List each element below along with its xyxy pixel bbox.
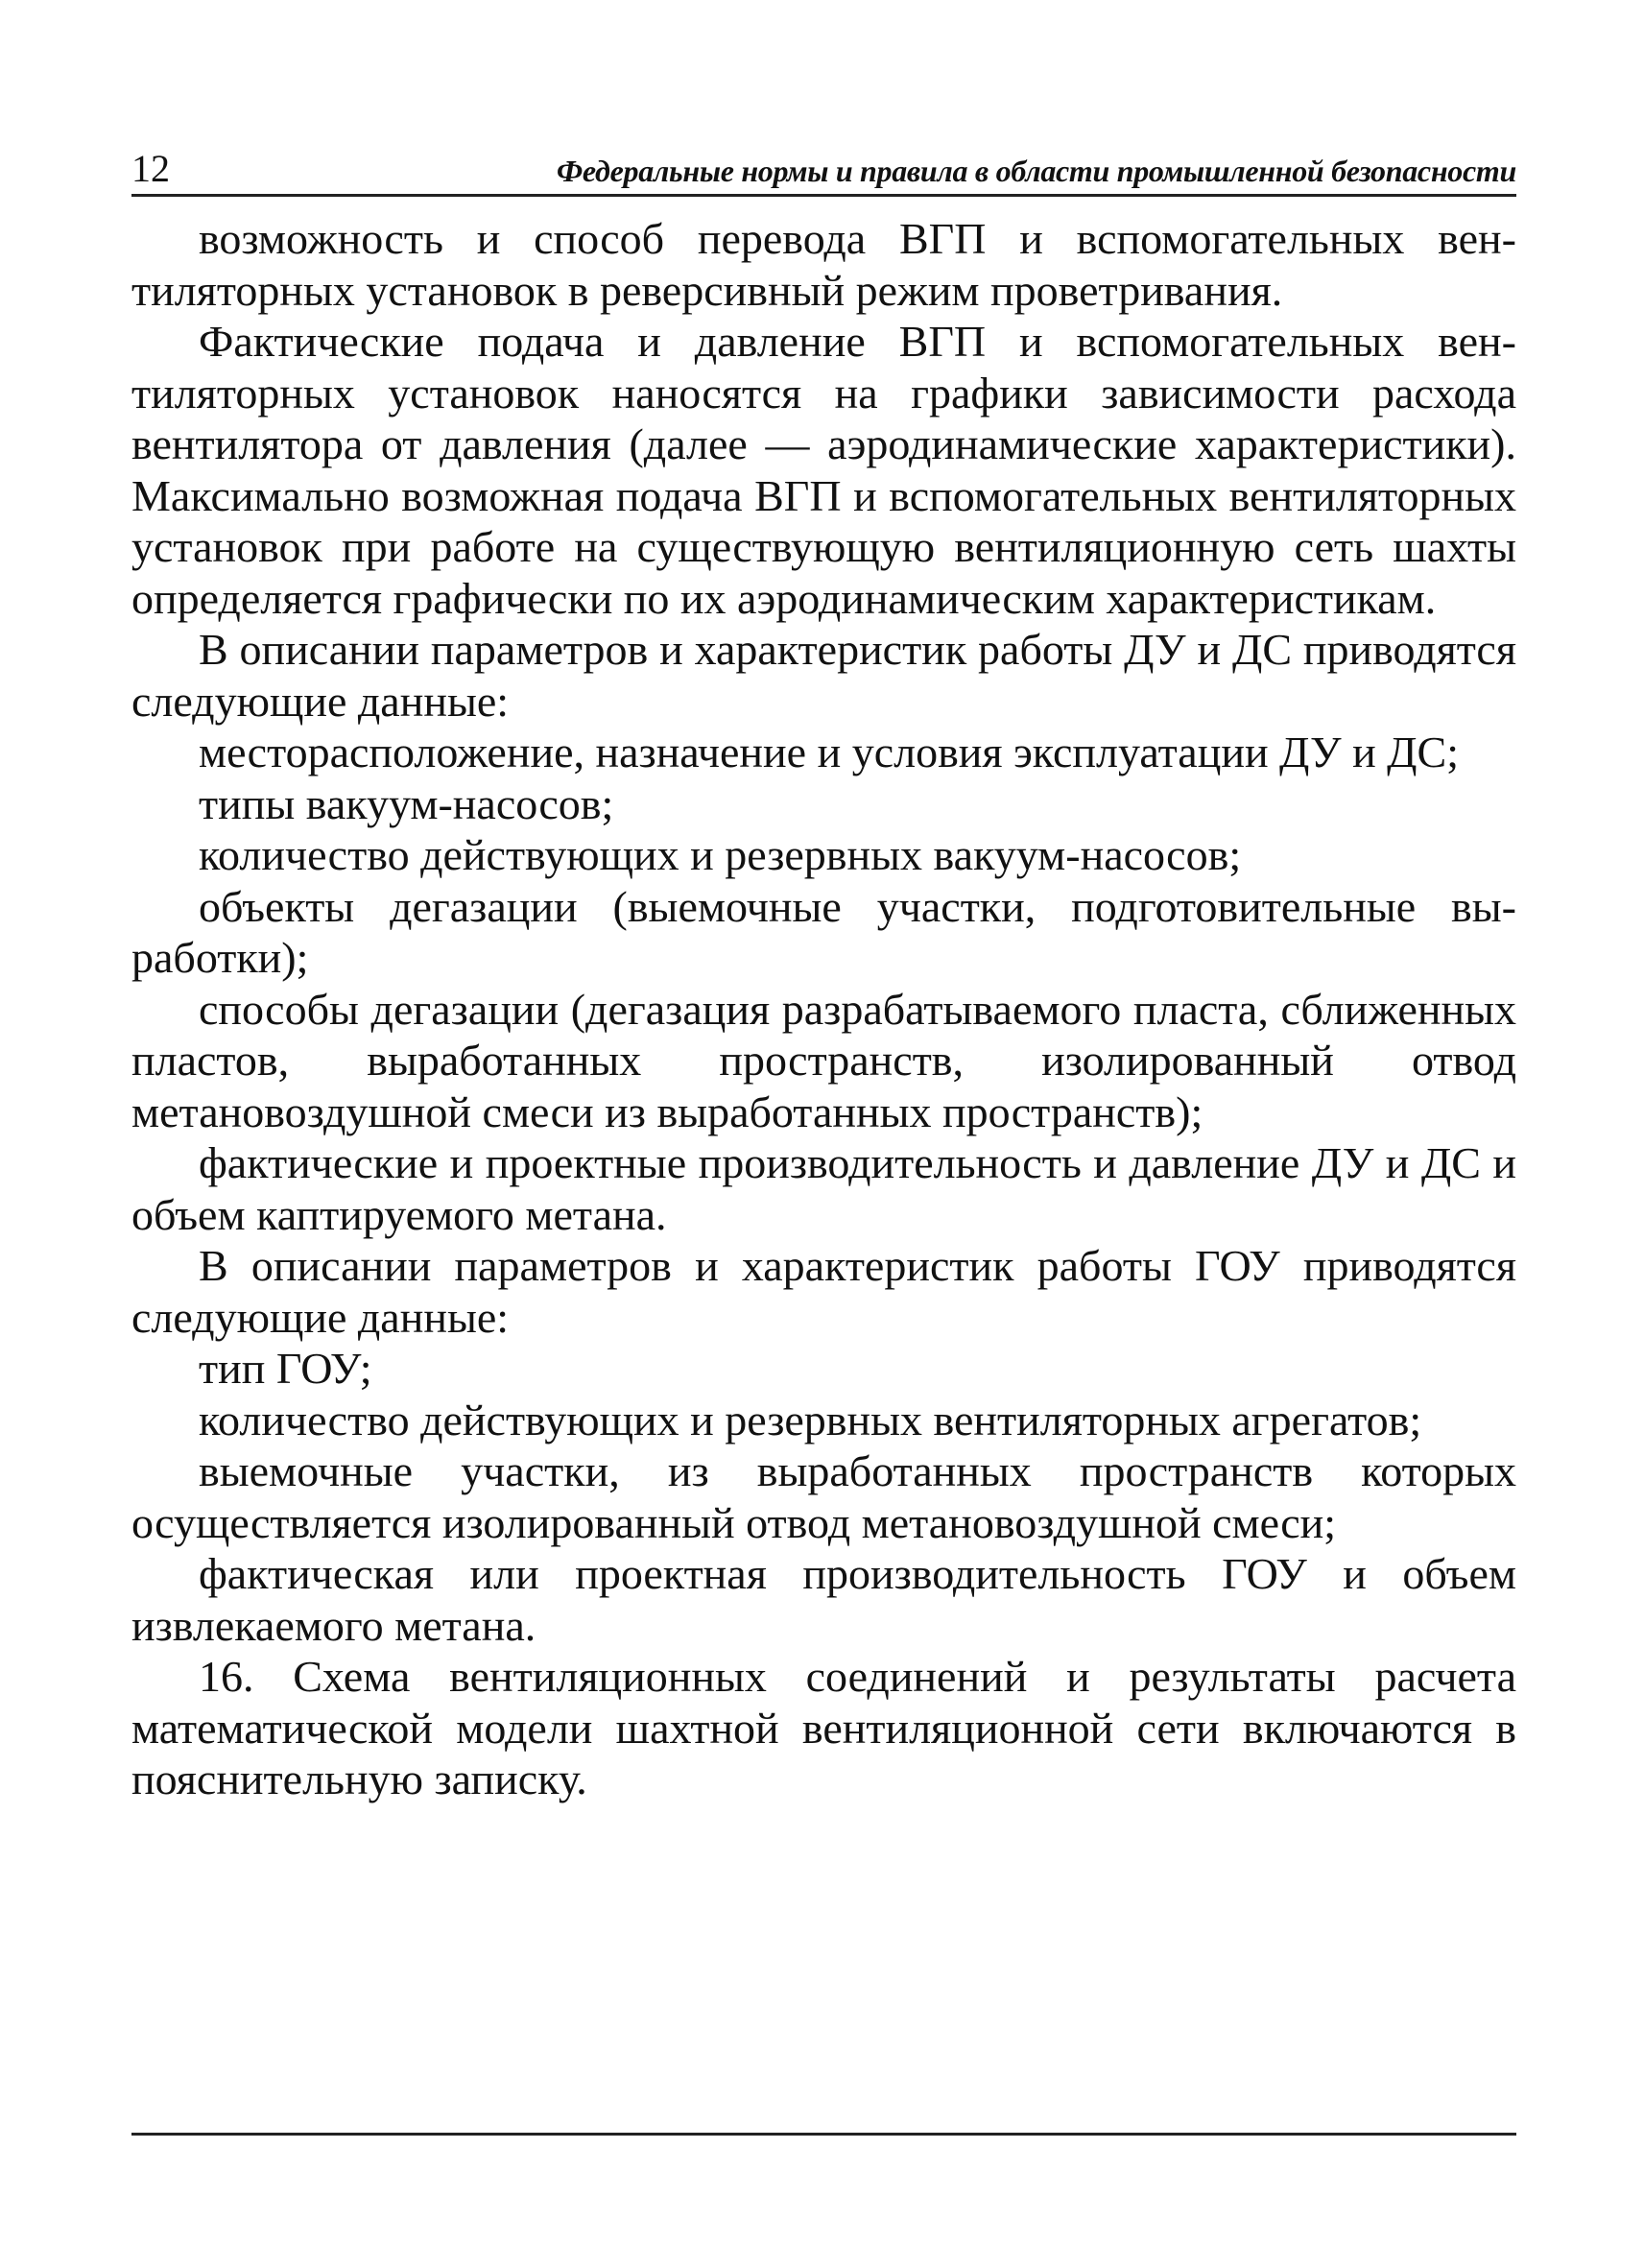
running-head [131, 142, 1516, 194]
footer-rule [131, 2133, 1516, 2136]
list-item: фактические и проектные производительность и давление ДУ и ДС и объем каптируемого метана. [131, 1138, 1516, 1239]
paragraph: В описании параметров и характеристик работы ДУ и ДС приводятся следующие данные: [131, 625, 1516, 726]
header-rule [131, 194, 1516, 197]
header-title: Федеральные нормы и правила в области промышленной безопасности [557, 154, 1516, 188]
list-item: количество действующих и резервных вентиляторных агрегатов; [199, 1395, 1422, 1444]
list-item: выемочные участки, из выработанных пространств которых осуществляется изолированный отвод метановоздушной смеси; [131, 1446, 1516, 1547]
body-text [131, 213, 1516, 1805]
list-item: типы вакуум-насосов; [199, 778, 614, 828]
paragraph: 16. Схема вентиляционных соединений и результаты расчета математической модели шахтной вентиляционной сети включаются в пояснительную записку. [131, 1652, 1516, 1803]
paragraph: В описании параметров и характеристик работы ГОУ приводятся следующие данные: [131, 1241, 1516, 1342]
list-item: месторасположение, назначение и условия эксплуатации ДУ и ДС; [199, 728, 1460, 776]
list-item: фактическая или проектная производительность ГОУ и объем извлекаемого метана. [131, 1549, 1516, 1650]
list-item: тип ГОУ; [199, 1344, 372, 1393]
page-number: 12 [131, 147, 170, 190]
paragraph: возможность и способ перевода ВГП и вспомогательных вентиляторных установок в реверсивный режим проветривания. [131, 214, 1516, 315]
list-item: объекты дегазации (выемочные участки, подготовительные выработки); [131, 881, 1516, 982]
list-item: способы дегазации (дегазация разрабатываемого пласта, сближенных пластов, выработанных пространств, изолированный отвод метановоздушной смеси из выработанных пространств); [131, 984, 1516, 1136]
list-item: количество действующих и резервных вакуум-насосов; [199, 830, 1242, 879]
paragraph: Фактические подача и давление ВГП и вспомогательных вентиляторных установок наносятся на графики зависимости расхода вентилятора от давления (далее — аэродинамические характеристики). Максимально возможная подача ВГП и вспомогательных вентиляторных установок при работе на существующую вентиляционную сеть шахты определяется графически по их аэродинамическим характеристикам. [131, 317, 1516, 623]
